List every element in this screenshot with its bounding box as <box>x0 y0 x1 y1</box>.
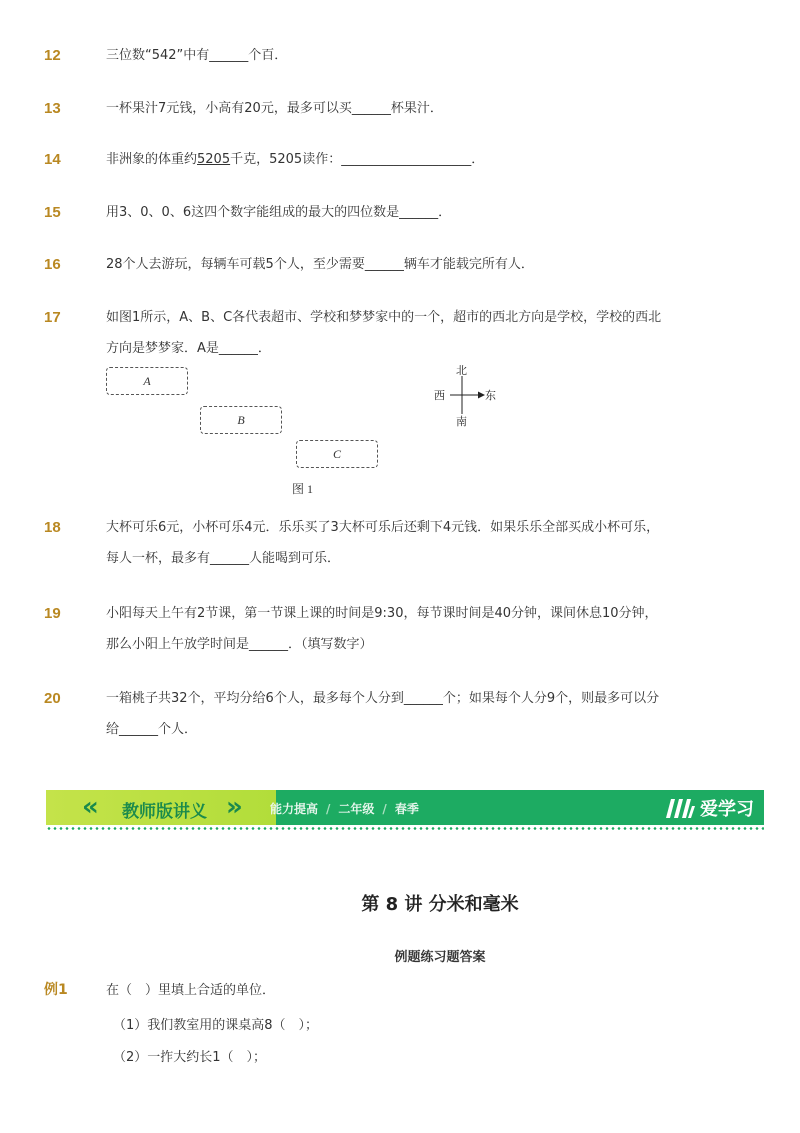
double-chevron-left-icon: « <box>82 792 99 822</box>
question-number: 19 <box>44 605 61 622</box>
question-text: 如图1所示，A、B、C各代表超市、学校和梦梦家中的一个，超市的西北方向是学校，学校的西北 方向是梦梦家．A是______． <box>106 310 662 356</box>
question-number: 14 <box>44 151 61 168</box>
logo-mark-icon <box>664 796 696 820</box>
box-b: B <box>200 406 282 434</box>
logo-text: 爱学习 <box>700 798 754 820</box>
question-text: 大杯可乐6元，小杯可乐4元．乐乐买了3大杯可乐后还剩下4元钱．如果乐乐全部买成小杯可乐， 每人一杯，最多有______人能喝到可乐． <box>106 520 660 566</box>
example-item: （1）我们教室用的课桌高8（ ）； <box>113 1018 319 1033</box>
question-text: 一箱桃子共32个，平均分给6个人，最多每个人分到______个；如果每个人分9个，则最多可以分 给______个人． <box>106 691 660 737</box>
question-number: 17 <box>44 309 61 326</box>
lesson-title: 第 8 讲 分米和毫米 <box>361 894 519 915</box>
question-number: 13 <box>44 100 61 117</box>
box-c: C <box>296 440 378 468</box>
compass-west: 西 <box>434 389 445 402</box>
separator: / <box>382 802 387 816</box>
question-text: 非洲象的体重约5205千克，5205读作：____________________． <box>106 152 485 167</box>
question-text: 三位数“542”中有______个百． <box>106 48 288 63</box>
question-number: 18 <box>44 519 61 536</box>
figure-caption: 图 1 <box>292 482 314 496</box>
banner-dotted-divider <box>46 827 764 830</box>
question-text: 28个人去游玩，每辆车可载5个人，至少需要______辆车才能载完所有人． <box>106 257 534 272</box>
question-number: 20 <box>44 690 61 707</box>
box-a: A <box>106 367 188 395</box>
example-label: 例1 <box>44 982 68 998</box>
lesson-subtitle: 例题练习题答案 <box>394 950 486 965</box>
compass-rose <box>430 362 500 428</box>
compass-east: 东 <box>485 389 496 402</box>
example-text: 在（ ）里填上合适的单位． <box>106 983 276 998</box>
brand-logo <box>664 795 754 820</box>
compass-south: 南 <box>456 415 467 428</box>
question-number: 12 <box>44 47 61 64</box>
banner-title: 教师版讲义 <box>122 802 207 822</box>
separator: / <box>326 802 331 816</box>
question-text: 小阳每天上午有2节课，第一节课上课的时间是9:30，每节课时间是40分钟，课间休息10分钟， 那么小阳上午放学时间是______．（填写数字） <box>106 606 658 652</box>
question-text: 一杯果汁7元钱，小高有20元，最多可以买______杯果汁． <box>106 101 443 116</box>
header-banner <box>46 790 764 825</box>
compass-north: 北 <box>456 364 467 377</box>
question-number: 16 <box>44 256 61 273</box>
example-item: （2）一拃大约长1（ ）； <box>113 1050 267 1065</box>
question-number: 15 <box>44 204 61 221</box>
underlined-number: 5205 <box>197 152 231 167</box>
double-chevron-right-icon: » <box>226 792 243 822</box>
banner-breadcrumb: 能力提高 / 二年级 / 春季 <box>270 802 419 816</box>
question-text: 用3、0、0、6这四个数字能组成的最大的四位数是______． <box>106 205 452 220</box>
